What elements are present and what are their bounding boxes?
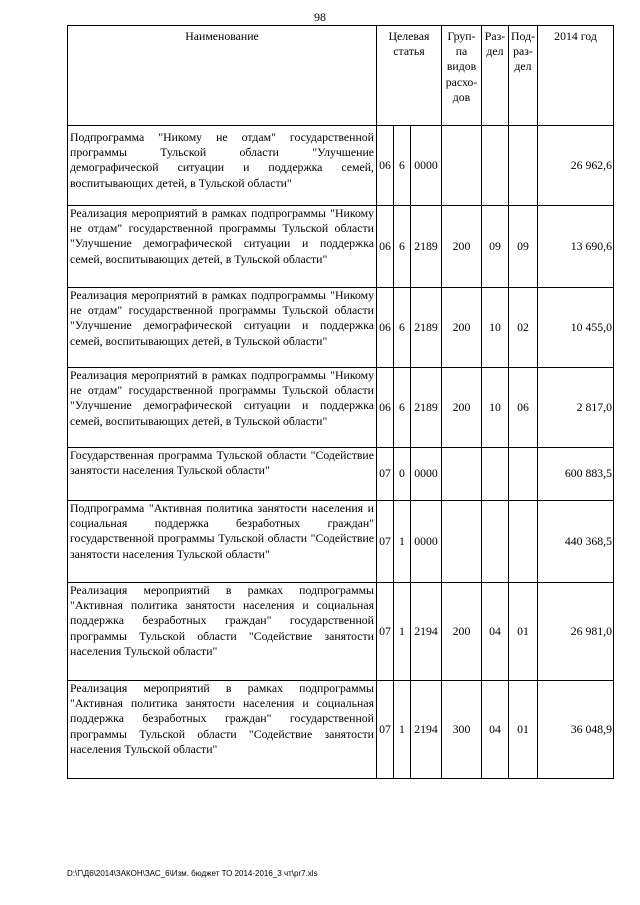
- cell-subsection: 09: [509, 206, 538, 288]
- header-subsection: Под-раз-дел: [509, 26, 538, 126]
- cell-target-1: 07: [377, 448, 394, 501]
- header-year: 2014 год: [538, 26, 614, 126]
- cell-amount: 36 048,9: [538, 681, 614, 779]
- row-name: Подпрограмма "Никому не отдам" государственной программы Тульской области "Улучшение демографической ситуации и поддержка семей, воспитывающих детей, в Тульской области": [68, 126, 377, 206]
- cell-section: 04: [482, 681, 509, 779]
- cell-target-1: 07: [377, 501, 394, 583]
- header-row: [68, 26, 614, 126]
- cell-target-3: 2194: [411, 583, 442, 681]
- cell-target-2: 6: [394, 368, 411, 448]
- cell-subsection: 02: [509, 288, 538, 368]
- cell-target-2: 6: [394, 206, 411, 288]
- cell-target-2: 6: [394, 126, 411, 206]
- cell-target-3: 0000: [411, 448, 442, 501]
- header-name: Наименование: [68, 26, 377, 126]
- cell-target-2: 1: [394, 583, 411, 681]
- cell-amount: 26 981,0: [538, 583, 614, 681]
- table-row: [68, 126, 614, 206]
- header-section: Раз-дел: [482, 26, 509, 126]
- cell-subsection: [509, 126, 538, 206]
- table-row: [68, 501, 614, 583]
- cell-amount: 600 883,5: [538, 448, 614, 501]
- cell-subsection: 06: [509, 368, 538, 448]
- cell-amount: 13 690,6: [538, 206, 614, 288]
- header-group: Груп-па видов расхо-дов: [442, 26, 482, 126]
- cell-target-1: 06: [377, 368, 394, 448]
- cell-amount: 2 817,0: [538, 368, 614, 448]
- row-name: Реализация мероприятий в рамках подпрограммы "Никому не отдам" государственной программы Тульской области "Улучшение демографической ситуации и поддержка семей, воспитывающих детей, в Тульской области": [68, 288, 377, 368]
- page-number: 98: [314, 10, 326, 24]
- cell-subsection: 01: [509, 681, 538, 779]
- table-row: [68, 583, 614, 681]
- table-row: [68, 448, 614, 501]
- table-row: [68, 288, 614, 368]
- cell-target-2: 1: [394, 681, 411, 779]
- row-name: Подпрограмма "Активная политика занятости населения и социальная поддержка безработных граждан" государственной программы Тульской области "Содействие занятости населения Тульской области": [68, 501, 377, 583]
- cell-target-3: 2189: [411, 288, 442, 368]
- cell-amount: 440 368,5: [538, 501, 614, 583]
- cell-section: [482, 126, 509, 206]
- cell-section: 04: [482, 583, 509, 681]
- cell-target-2: 0: [394, 448, 411, 501]
- row-name: Реализация мероприятий в рамках подпрограммы "Активная политика занятости населения и социальная поддержка безработных граждан" государственной программы Тульской области "Содействие занятости населения Тульской области": [68, 681, 377, 779]
- cell-section: [482, 448, 509, 501]
- cell-target-1: 06: [377, 288, 394, 368]
- cell-group: 200: [442, 583, 482, 681]
- cell-group: 300: [442, 681, 482, 779]
- cell-target-3: 0000: [411, 126, 442, 206]
- cell-subsection: [509, 448, 538, 501]
- header-target: Целевая статья: [377, 26, 442, 126]
- cell-target-3: 2194: [411, 681, 442, 779]
- cell-group: [442, 448, 482, 501]
- row-name: Государственная программа Тульской области "Содействие занятости населения Тульской области": [68, 448, 377, 501]
- cell-subsection: 01: [509, 583, 538, 681]
- cell-group: 200: [442, 288, 482, 368]
- cell-group: [442, 501, 482, 583]
- cell-target-3: 2189: [411, 206, 442, 288]
- cell-section: [482, 501, 509, 583]
- row-name: Реализация мероприятий в рамках подпрограммы "Активная политика занятости населения и социальная поддержка безработных граждан" государственной программы Тульской области "Содействие занятости населения Тульской области": [68, 583, 377, 681]
- file-path-footer: D:\Г\Д6\2014\ЗАКОН\ЗАС_6\Изм. бюджет ТО 2014-2016_3 чт\pr7.xls: [67, 869, 318, 878]
- row-name: Реализация мероприятий в рамках подпрограммы "Никому не отдам" государственной программы Тульской области "Улучшение демографической ситуации и поддержка семей, воспитывающих детей, в Тульской области": [68, 206, 377, 288]
- cell-amount: 10 455,0: [538, 288, 614, 368]
- table-row: [68, 206, 614, 288]
- budget-table: [67, 25, 614, 779]
- cell-target-1: 06: [377, 126, 394, 206]
- table-row: [68, 681, 614, 779]
- cell-target-1: 07: [377, 681, 394, 779]
- row-name: Реализация мероприятий в рамках подпрограммы "Никому не отдам" государственной программы Тульской области "Улучшение демографической ситуации и поддержка семей, воспитывающих детей, в Тульской области": [68, 368, 377, 448]
- cell-target-1: 06: [377, 206, 394, 288]
- cell-section: 10: [482, 368, 509, 448]
- cell-subsection: [509, 501, 538, 583]
- cell-target-2: 6: [394, 288, 411, 368]
- cell-amount: 26 962,6: [538, 126, 614, 206]
- cell-section: 09: [482, 206, 509, 288]
- cell-group: 200: [442, 368, 482, 448]
- cell-target-1: 07: [377, 583, 394, 681]
- table-row: [68, 368, 614, 448]
- cell-target-3: 2189: [411, 368, 442, 448]
- cell-target-3: 0000: [411, 501, 442, 583]
- cell-target-2: 1: [394, 501, 411, 583]
- cell-group: 200: [442, 206, 482, 288]
- cell-section: 10: [482, 288, 509, 368]
- cell-group: [442, 126, 482, 206]
